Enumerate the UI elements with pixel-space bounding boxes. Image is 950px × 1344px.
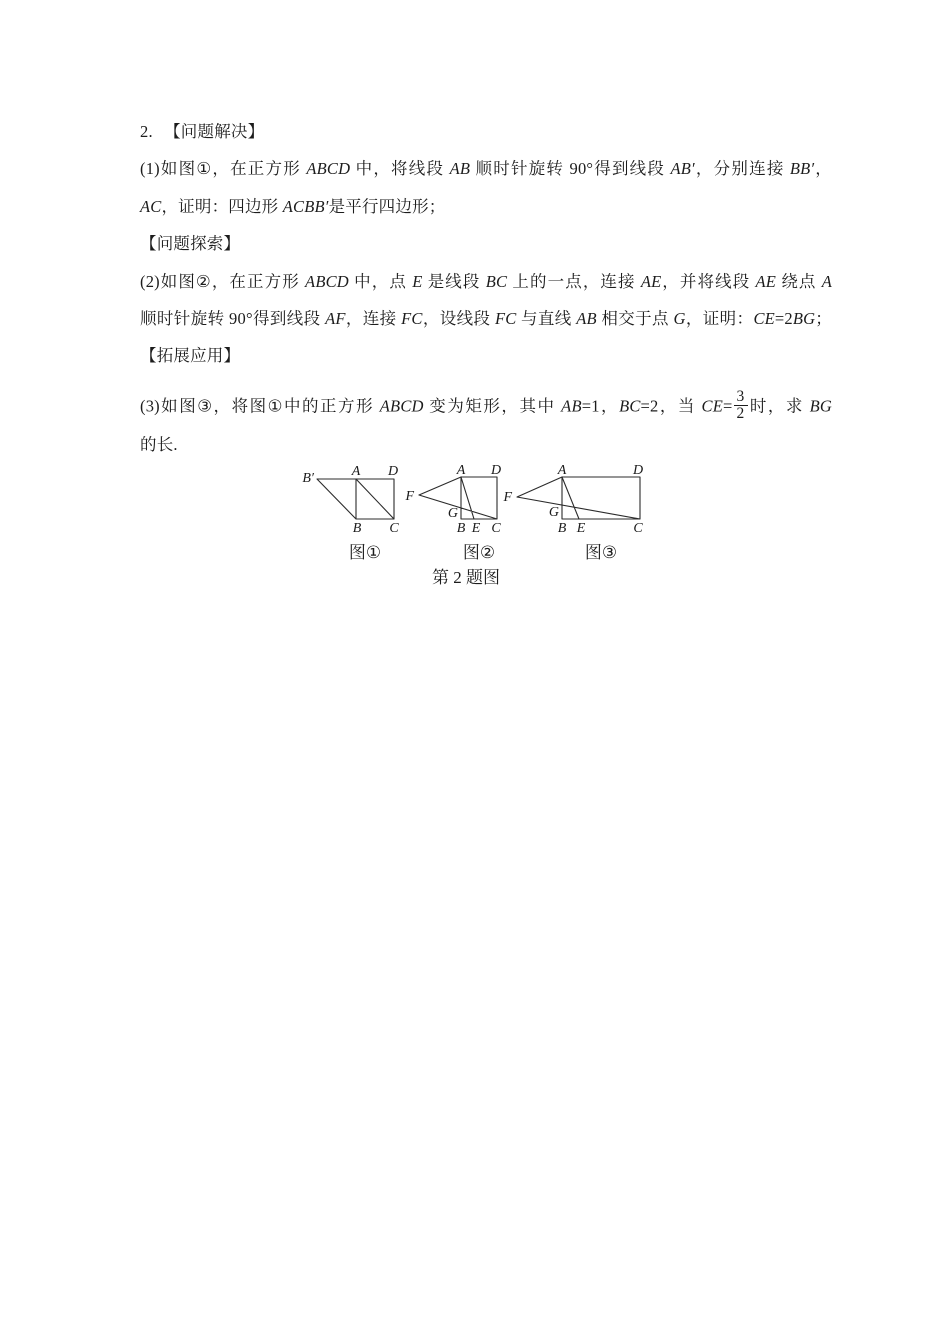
figure-3-caption: 图③: [584, 543, 618, 562]
figure-1-caption: 图①: [348, 543, 382, 562]
figure-1-lines: [317, 479, 394, 519]
geometry-figures: [300, 458, 665, 593]
problem-line-2a: (2)如图②，在正方形 ABCD 中，点 E 是线段 BC 上的一点，连接 AE，并将线段 AE 绕点 A: [140, 272, 833, 291]
figure-2: [404, 463, 501, 562]
figure-3: [502, 463, 643, 562]
problem-line-1b: AC，证明：四边形 ACBB′是平行四边形；: [140, 197, 446, 216]
section-title-extension-application: 【拓展应用】: [140, 346, 241, 365]
vertex-label-g: G: [548, 505, 559, 520]
fraction-numerator: 3: [736, 388, 745, 405]
vertex-label-a: A: [351, 464, 361, 479]
vertex-label-d: D: [387, 464, 399, 479]
vertex-label-c: C: [633, 521, 643, 536]
fraction-three-halves: [734, 389, 748, 423]
vertex-label-g: G: [447, 506, 458, 521]
fraction-denominator: 2: [734, 405, 748, 422]
vertex-label-a: A: [557, 463, 567, 478]
figures-overall-caption: 第 2 题图: [432, 568, 500, 587]
problem-line-2b: 顺时针旋转 90°得到线段 AF，连接 FC，设线段 FC 与直线 AB 相交于点 G，证明：CE=2BG；: [140, 309, 832, 328]
vertex-label-b: B: [557, 521, 567, 536]
vertex-label-c: C: [389, 521, 399, 536]
vertex-label-a: A: [456, 463, 466, 478]
vertex-label-f: F: [405, 489, 414, 504]
section-title-problem-solving: 【问题解决】: [164, 122, 265, 141]
vertex-label-d: D: [632, 463, 644, 478]
problem-line-3b: 的长.: [140, 435, 178, 454]
vertex-label-b: B: [456, 521, 466, 536]
vertex-label-f: F: [503, 490, 512, 505]
figure-2-lines: [419, 477, 497, 519]
problem-line-3a: [140, 388, 832, 425]
problem-line-3a-before: (3)如图③，将图①中的正方形 ABCD 变为矩形，其中 AB=1，BC=2，当 CE=: [140, 396, 733, 416]
vertex-label-c: C: [491, 521, 501, 536]
problem-heading-line: [140, 121, 832, 143]
figure-2-caption: 图②: [462, 543, 496, 562]
vertex-label-e: E: [471, 521, 481, 536]
problem-number: 2.: [140, 122, 153, 141]
section-title-problem-exploration: 【问题探索】: [140, 234, 241, 253]
problem-line-1a: (1)如图①，在正方形 ABCD 中，将线段 AB 顺时针旋转 90°得到线段 AB′，分别连接 BB′，: [140, 159, 833, 178]
vertex-label-e: E: [576, 521, 586, 536]
vertex-label-b-prime: B′: [302, 471, 314, 486]
figure-3-lines: [517, 477, 640, 519]
vertex-label-b: B: [352, 521, 362, 536]
problem-line-3a-after: 时，求 BG: [748, 396, 832, 416]
vertex-label-d: D: [490, 463, 502, 478]
figure-1: [302, 464, 399, 562]
